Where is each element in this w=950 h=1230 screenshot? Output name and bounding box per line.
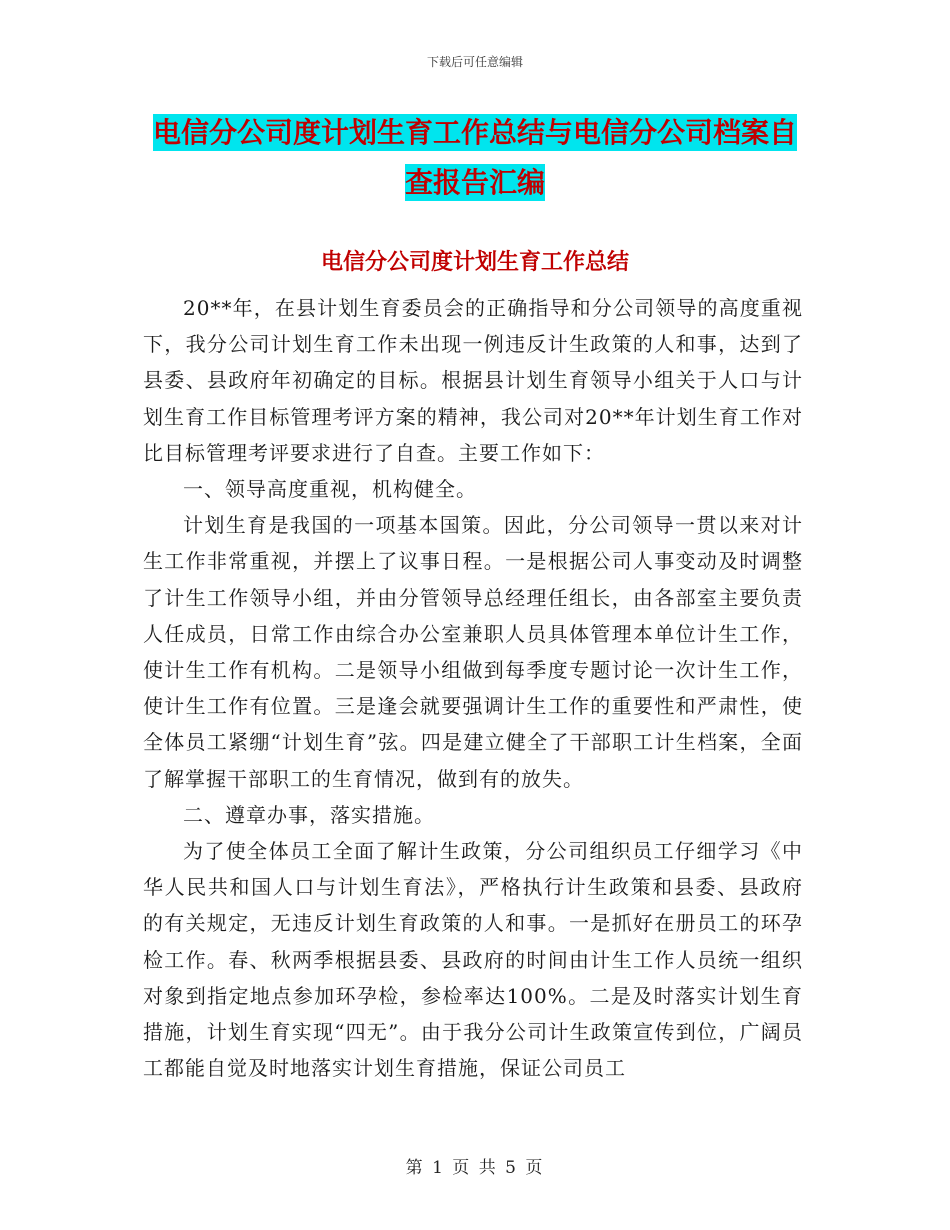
section-title: 电信分公司度计划生育工作总结 [320, 250, 629, 275]
page-number-footer: 第 1 页 共 5 页 [405, 1158, 545, 1178]
header-note: 下载后可任意编辑 [426, 55, 523, 69]
document-title [140, 108, 810, 208]
paragraph: 20**年，在县计划生育委员会的正确指导和分公司领导的高度重视下，我分公司计划生育工作未出现一例违反计生政策的人和事，达到了县委、县政府年初确定的目标。根据县计划生育领导小组关于人口与计划生育工作目标管理考评方案的精神，我公司对20**年计划生育工作对比目标管理考评要求进行了自查。主要工作如下： [143, 296, 803, 465]
document-body [143, 290, 803, 1086]
paragraph: 为了使全体员工全面了解计生政策，分公司组织员工仔细学习《中华人民共和国人口与计划生育法》，严格执行计生政策和县委、县政府的有关规定，无违反计划生育政策的人和事。一是抓好在册员工的环孕检工作。春、秋两季根据县委、县政府的时间由计生工作人员统一组织对象到指定地点参加环孕检，参检率达100%。二是及时落实计划生育措施，计划生育实现“四无”。由于我分公司计生政策宣传到位，广阔员工都能自觉及时地落实计划生育措施，保证公司员工 [143, 839, 803, 1081]
section-heading: 一、领导高度重视，机构健全。 [183, 477, 477, 502]
paragraph: 计划生育是我国的一项基本国策。因此，分公司领导一贯以来对计生工作非常重视，并摆上了议事日程。一是根据公司人事变动及时调整了计生工作领导小组，并由分管领导总经理任组长，由各部室主要负责人任成员，日常工作由综合办公室兼职人员具体管理本单位计生工作，使计生工作有机构。二是领导小组做到每季度专题讨论一次计生工作，使计生工作有位置。三是逢会就要强调计生工作的重要性和严肃性，使全体员工紧绷“计划生育”弦。四是建立健全了干部职工计生档案，全面了解掌握干部职工的生育情况，做到有的放失。 [143, 513, 803, 791]
document-title-line-2: 查报告汇编 [404, 166, 545, 199]
section-heading: 二、遵章办事，落实措施。 [183, 802, 435, 827]
document-title-line-1: 电信分公司度计划生育工作总结与电信分公司档案自 [152, 116, 797, 149]
